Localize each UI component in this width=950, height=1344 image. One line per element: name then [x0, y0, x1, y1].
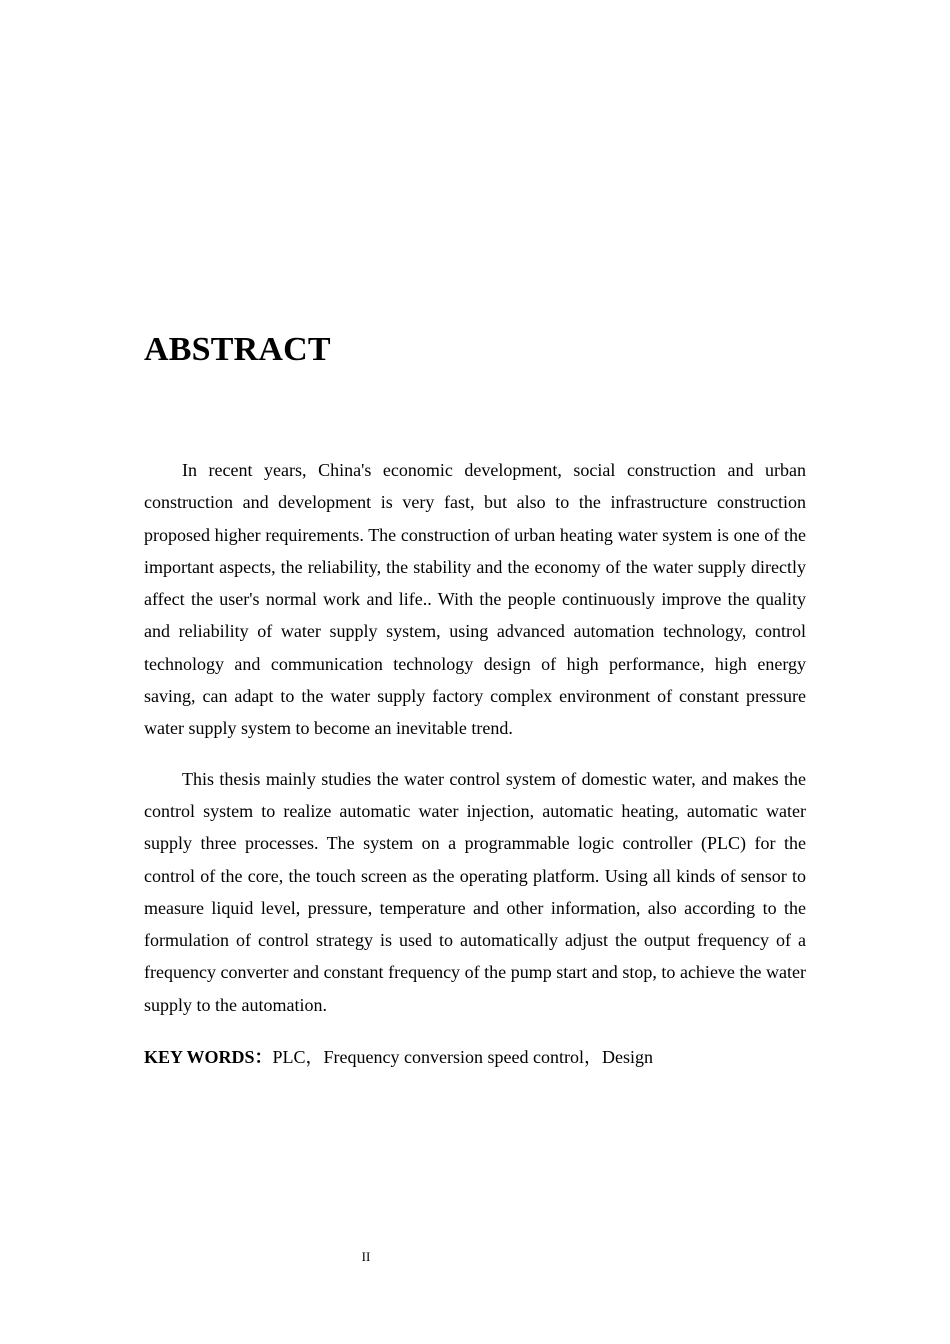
abstract-paragraph-2: This thesis mainly studies the water control system of domestic water, and makes the control system to realize automatic water injection, automatic heating, automatic water supply three processes. The system on a programmable logic controller (PLC) for the control of the core, the touch screen as the operating platform. Using all kinds of sensor to measure liquid level, pressure, temperature and other information, also according to the formulation of control strategy is used to automatically adjust the output frequency of a frequency converter and constant frequency of the pump start and stop, to achieve the water supply to the automation.	[144, 768, 806, 1015]
keywords-line	[144, 1041, 806, 1073]
keywords-label: KEY WORDS：	[144, 1047, 273, 1067]
abstract-paragraph-1: In recent years, China's economic development, social construction and urban construction and development is very fast, but also to the infrastructure construction proposed higher requirements. The construction of urban heating water system is one of the important aspects, the reliability, the stability and the economy of the water supply directly affect the user's normal work and life.. With the people continuously improve the quality and reliability of water supply system, using advanced automation technology, control technology and communication technology design of high performance, high energy saving, can adapt to the water supply factory complex environment of constant pressure water supply system to become an inevitable trend.	[144, 460, 806, 739]
abstract-body	[144, 454, 806, 1039]
keywords-value: PLC，Frequency conversion speed control，Design	[272, 1047, 653, 1067]
page-number: II	[361, 1249, 371, 1264]
abstract-title: ABSTRACT	[144, 331, 331, 368]
